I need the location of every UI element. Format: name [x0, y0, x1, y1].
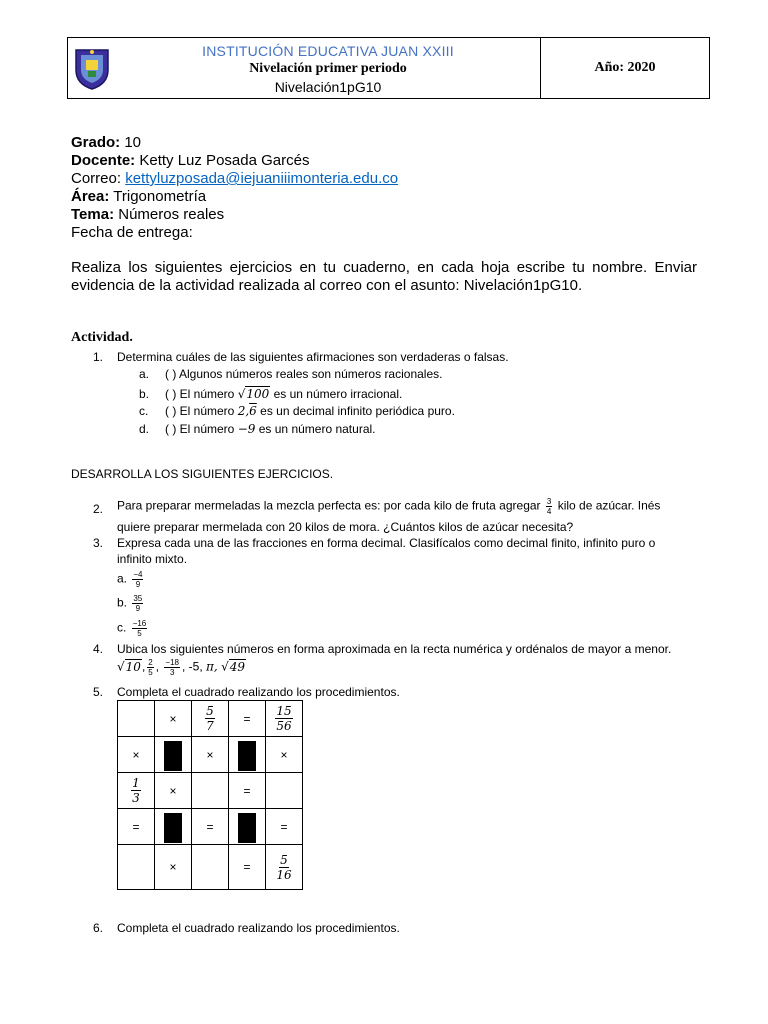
- grid-r0-n2: 15: [276, 704, 292, 718]
- q3-b-label: b.: [117, 595, 128, 610]
- q4-root2: 49: [229, 659, 245, 674]
- q4-pi: π,: [206, 659, 218, 674]
- email-link[interactable]: kettyluzposada@iejuaniiimonteria.edu.co: [125, 170, 399, 187]
- q5-text: Completa el cuadrado realizando los procedimientos.: [117, 685, 400, 699]
- q3-c-label: c.: [117, 620, 127, 635]
- q4-f2-den: 3: [169, 668, 175, 677]
- header-title-block: [116, 38, 541, 98]
- grid-eq: =: [229, 773, 266, 809]
- tema-value: Números reales: [118, 206, 225, 223]
- grid-cell-frac: [266, 845, 303, 890]
- docente-value: Ketty Luz Posada Garcés: [139, 152, 310, 169]
- grid-r4-d: 16: [276, 867, 292, 882]
- grid-times: ×: [155, 701, 192, 737]
- q1-text: Determina cuáles de las siguientes afirmaciones son verdaderas o falsas.: [117, 350, 509, 364]
- q3-b-den: 9: [135, 604, 141, 613]
- grid-times: ×: [266, 737, 303, 773]
- q1-c-label: c.: [139, 404, 149, 418]
- q1-c-line: [165, 403, 455, 419]
- document-header: [67, 37, 710, 99]
- grid-black-cell: [229, 737, 266, 773]
- grid-row: [118, 737, 303, 773]
- q4-rest: -5,: [188, 659, 203, 674]
- q3-line1: Expresa cada una de las fracciones en forma decimal. Clasifícalos como decimal finito, infinito puro o: [117, 536, 656, 550]
- q1-c-dec: 6: [249, 404, 257, 418]
- fecha-label: Fecha de entrega:: [71, 224, 193, 241]
- q4-f1-num: 2: [148, 658, 153, 667]
- q4-root1: 10: [125, 659, 141, 674]
- grid-eq: =: [118, 809, 155, 845]
- grid-row: [118, 773, 303, 809]
- q1-d-pre: ( ) El número: [165, 422, 235, 436]
- grid-cell-frac: [192, 701, 229, 737]
- grado-value: 10: [124, 134, 142, 151]
- intro-paragraph: Realiza los siguientes ejercicios en tu cuaderno, en cada hoja escribe tu nombre. Enviar evidencia de la actividad realizada al correo con el asunto: Nivelación1pG10.: [71, 259, 697, 294]
- q3-b-num: 35: [133, 594, 143, 603]
- q3-b: [117, 594, 145, 613]
- grid-row: [118, 701, 303, 737]
- q3-a-den: 9: [135, 580, 141, 589]
- q3-c: [117, 619, 149, 638]
- tema-label: Tema:: [71, 206, 115, 223]
- q4-number: 4.: [93, 642, 104, 656]
- q6-text: Completa el cuadrado realizando los procedimientos.: [117, 921, 400, 935]
- q2-line1: [117, 497, 717, 516]
- grid-row: [118, 845, 303, 890]
- q3-a-num: −4: [133, 570, 143, 579]
- q1-a-label: a.: [139, 367, 150, 381]
- q3-c-den: 5: [137, 629, 142, 638]
- grid-times: ×: [155, 845, 192, 890]
- info-block: [71, 134, 398, 242]
- q4-text: Ubica los siguientes números en forma aproximada en la recta numérica y ordénalos de mayor a menor.: [117, 642, 672, 656]
- q1-c-int: 2,: [237, 404, 250, 418]
- q1-c-post: es un decimal infinito periódica puro.: [260, 404, 455, 418]
- header-code: Nivelación1pG10: [274, 79, 382, 95]
- q2-line2: quiere preparar mermelada con 20 kilos de mora. ¿Cuántos kilos de azúcar necesita?: [117, 520, 574, 534]
- q2-frac-num: 3: [546, 497, 552, 506]
- grid-eq: =: [192, 809, 229, 845]
- q1-b-pre: ( ) El número: [165, 387, 235, 401]
- q1-d-math: −9: [237, 422, 256, 436]
- area-value: Trigonometría: [113, 188, 207, 205]
- q2-number: 2.: [93, 502, 104, 516]
- q4-numbers: √10, $\frac{2}{5}$ , $\frac{-18}{3}$ , -5, π, √49: [117, 658, 245, 677]
- q1-b-label: b.: [139, 387, 150, 401]
- header-subtitle: Nivelación primer periodo: [249, 61, 407, 76]
- grid-black-cell: [155, 809, 192, 845]
- grid-r4-n: 5: [280, 852, 288, 867]
- grid-cell: [118, 845, 155, 890]
- actividad-heading: Actividad.: [71, 330, 133, 345]
- q3-c-num: −16: [132, 619, 147, 628]
- grid-cell: [192, 773, 229, 809]
- q2-line1-pre: Para preparar mermeladas la mezcla perfecta es: por cada kilo de fruta agregar: [117, 498, 541, 513]
- grid-times: ×: [155, 773, 192, 809]
- q1-c-pre: ( ) El número: [165, 404, 235, 418]
- q5-number: 5.: [93, 685, 104, 699]
- grid-r0-n1: 5: [206, 704, 214, 718]
- header-year: Año: 2020: [594, 60, 656, 75]
- grid-times: ×: [192, 737, 229, 773]
- grid-r2-n: 1: [132, 776, 140, 790]
- q2-frac-den: 4: [546, 507, 552, 516]
- q3-number: 3.: [93, 536, 104, 550]
- q2-line1-post: kilo de azúcar. Inés: [557, 498, 661, 513]
- q1-d-post: es un número natural.: [258, 422, 376, 436]
- school-logo: [68, 38, 116, 98]
- area-label: Área:: [71, 188, 110, 205]
- q1-b-post: es un número irracional.: [273, 387, 403, 401]
- grid-cell: [192, 845, 229, 890]
- grid-cell-frac: [118, 773, 155, 809]
- q3-a-label: a.: [117, 571, 128, 586]
- correo-label: Correo:: [71, 170, 122, 187]
- docente-label: Docente:: [71, 152, 136, 169]
- q1-d-line: [165, 421, 376, 437]
- grid-times: ×: [118, 737, 155, 773]
- q1-a-text: ( ) Algunos números reales son números racionales.: [165, 367, 443, 381]
- grid-cell: [266, 773, 303, 809]
- q1-b-math: 100: [246, 387, 270, 401]
- grid-eq: =: [229, 845, 266, 890]
- q3-line2: infinito mixto.: [117, 552, 188, 566]
- grid-black-cell: [229, 809, 266, 845]
- desarrolla-heading: DESARROLLA LOS SIGUIENTES EJERCICIOS.: [71, 467, 334, 481]
- magic-square-grid: [117, 700, 303, 890]
- q3-a: [117, 570, 145, 589]
- q4-f2-num: −18: [165, 658, 179, 667]
- school-shield-icon: [73, 46, 111, 90]
- q1-number: 1.: [93, 350, 104, 364]
- grid-r0-d1: 7: [206, 719, 214, 733]
- grid-eq: =: [266, 809, 303, 845]
- grid-cell: [118, 701, 155, 737]
- institution-name: INSTITUCIÓN EDUCATIVA JUAN XXIII: [202, 43, 454, 59]
- grid-cell-frac: [266, 701, 303, 737]
- grid-r0-d2: 56: [276, 719, 292, 733]
- grid-row: [118, 809, 303, 845]
- q1-d-label: d.: [139, 422, 150, 436]
- grid-eq: =: [229, 701, 266, 737]
- grid-r2-d: 3: [132, 791, 140, 805]
- q6-number: 6.: [93, 921, 104, 935]
- grado-label: Grado:: [71, 134, 121, 151]
- grid-black-cell: [155, 737, 192, 773]
- q1-b-line: ( ) El número √100 es un número irracional.: [165, 387, 403, 401]
- q4-f1-den: 5: [148, 668, 153, 677]
